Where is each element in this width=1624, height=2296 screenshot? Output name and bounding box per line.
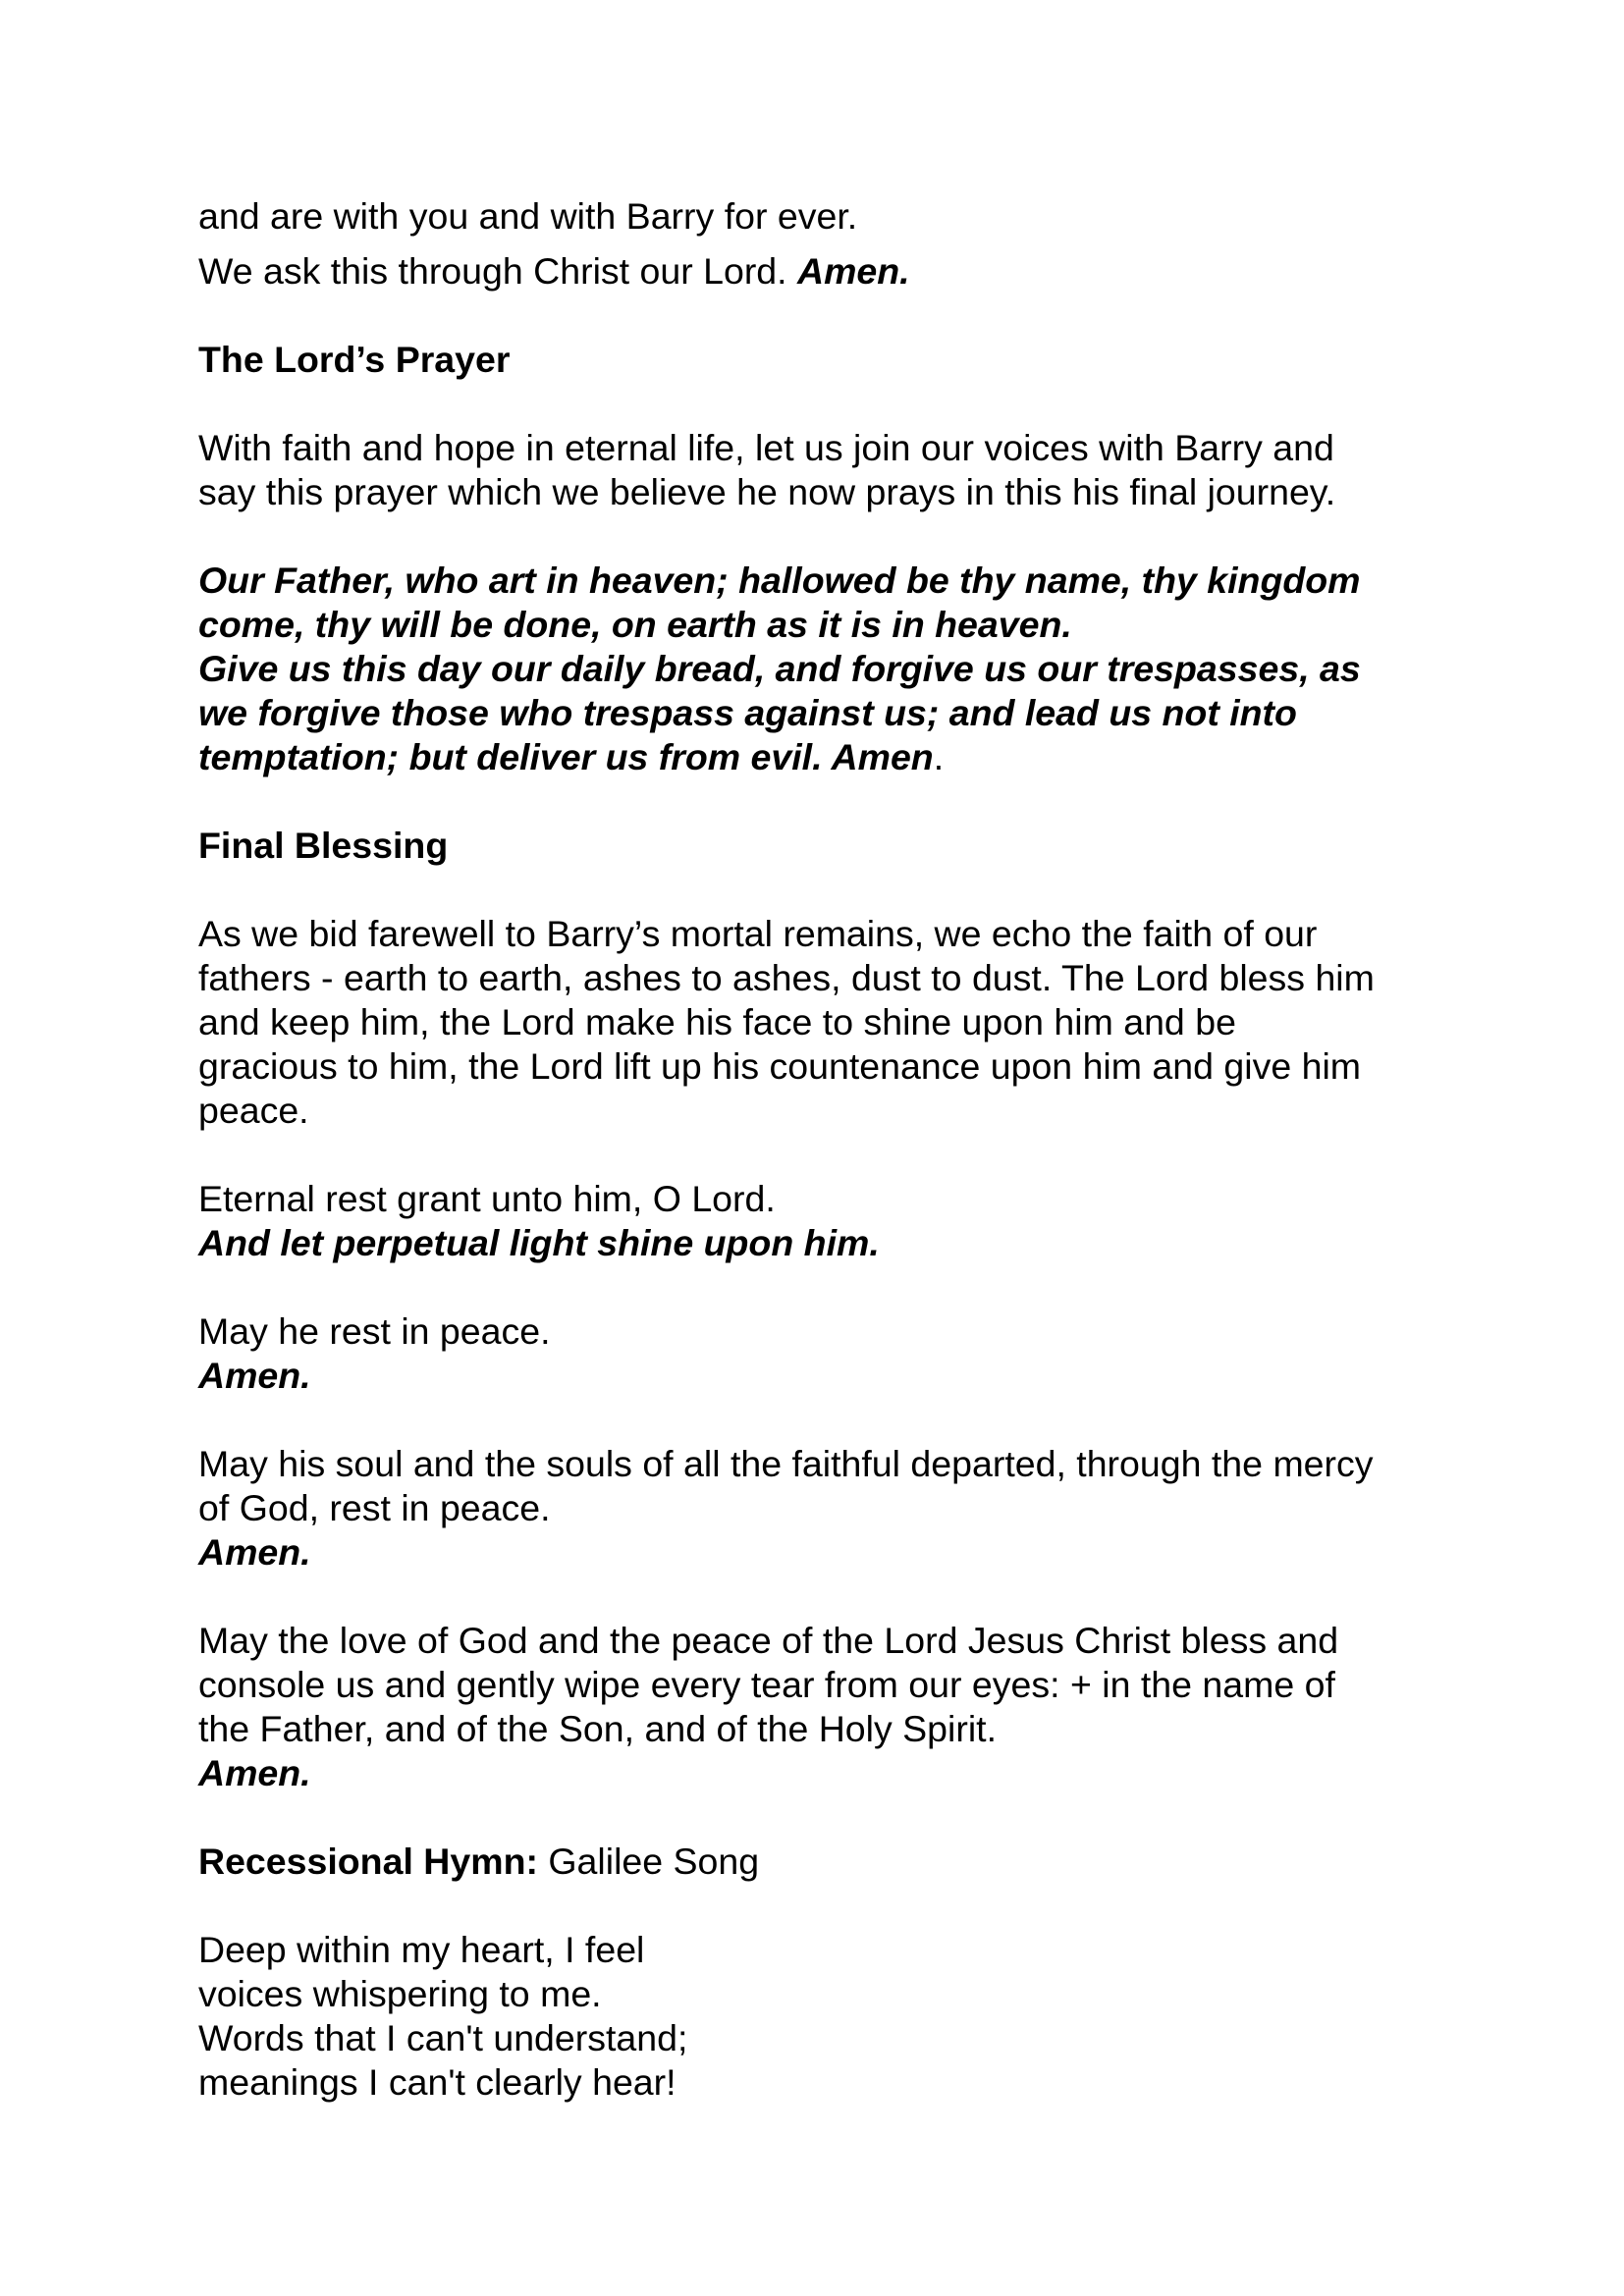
lords-prayer-heading: The Lord’s Prayer: [198, 339, 511, 380]
souls-block: May his soul and the souls of all the faithful departed, through the mercy of God, rest in peace. Amen.: [198, 1442, 1428, 1575]
love-of-god-response: Amen.: [198, 1752, 311, 1793]
hymn-verse: Deep within my heart, I feel voices whispering to me. Words that I can't understand; meanings I can't clearly hear!: [198, 1929, 688, 2103]
eternal-rest-block: [198, 1177, 1428, 1265]
eternal-rest-response: And let perpetual light shine upon him.: [198, 1222, 880, 1263]
love-of-god-block: May the love of God and the peace of the Lord Jesus Christ bless and console us and gently wipe every tear from our eyes: + in the name of the Father, and of the Son, and of the Holy Spirit. Amen.: [198, 1619, 1428, 1795]
souls-response: Amen.: [198, 1531, 311, 1573]
rest-in-peace-versicle: May he rest in peace.: [198, 1310, 551, 1352]
rest-in-peace-response: Amen.: [198, 1355, 311, 1396]
recessional-hymn-label: Recessional Hymn:: [198, 1841, 538, 1882]
rest-in-peace-block: [198, 1309, 1428, 1398]
eternal-rest-versicle: Eternal rest grant unto him, O Lord.: [198, 1178, 776, 1219]
intro-line-2: [198, 249, 1428, 294]
intro-amen: Amen.: [797, 250, 910, 292]
recessional-hymn-heading: [198, 1840, 1428, 1884]
lords-prayer-intro: With faith and hope in eternal life, let us join our voices with Barry and say this prayer which we believe he now prays in this his final journey.: [198, 427, 1336, 512]
final-blessing-paragraph: As we bid farewell to Barry’s mortal remains, we echo the faith of our fathers - earth to earth, ashes to ashes, dust to dust. The Lord bless him and keep him, the Lord make his face to shine upon him and be gracious to him, the Lord lift up his countenance upon him and give him peace.: [198, 913, 1375, 1131]
lords-prayer-text: Our Father, who art in heaven; hallowed be thy name, thy kingdom come, thy will be done, on earth as it is in heaven. Give us this day our daily bread, and forgive us our trespasses, as we forgive those who trespass against us; and lead us not into temptation; but deliver us from evil. Amen.: [198, 560, 1361, 777]
intro-line-1: and are with you and with Barry for ever.: [198, 195, 858, 237]
recessional-hymn-title: Galilee Song: [537, 1841, 760, 1882]
final-blessing-heading: Final Blessing: [198, 825, 449, 866]
intro-line-2-text: We ask this through Christ our Lord.: [198, 250, 797, 292]
